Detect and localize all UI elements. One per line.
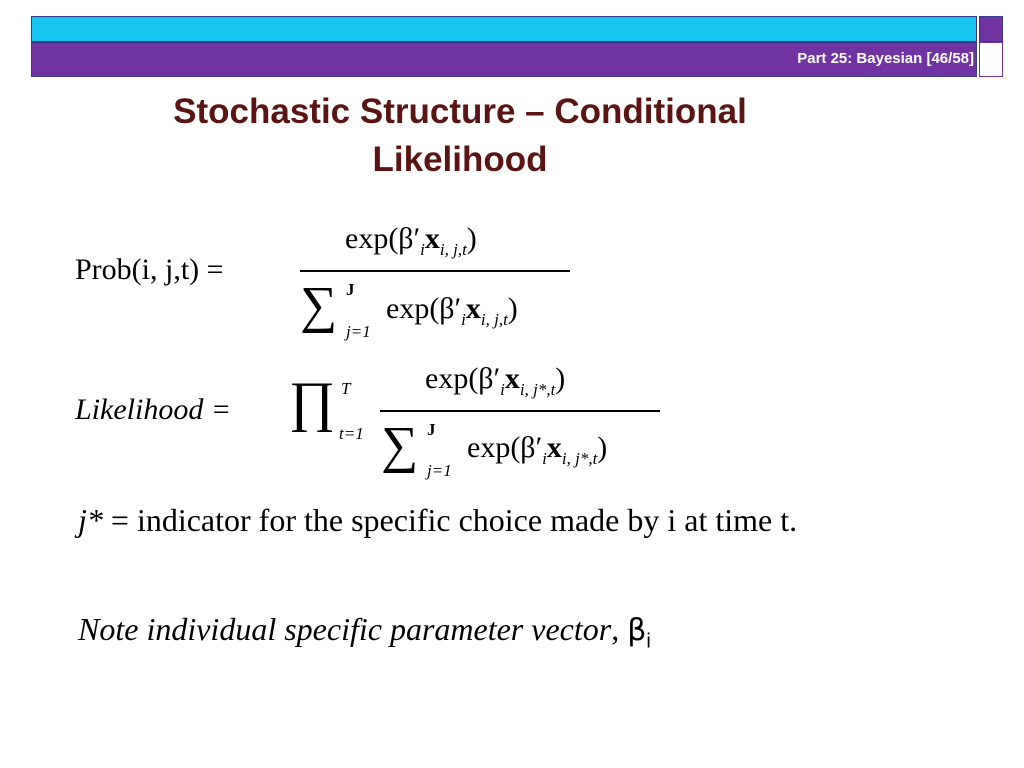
eq2-product-lower: t=1 <box>339 424 364 443</box>
slide-title <box>60 88 860 184</box>
slide-label: Part 25: Bayesian [46/58] <box>797 50 974 67</box>
title-line-2: Likelihood <box>372 140 548 179</box>
eq2-sum-lower: j=1 <box>427 461 452 480</box>
eq2-lhs: Likelihood = <box>75 393 232 426</box>
eq1-lhs: Prob(i, j,t) = <box>75 253 224 286</box>
title-line-1: Stochastic Structure – Conditional <box>173 92 747 131</box>
note-comma: , <box>611 611 620 647</box>
header-top-bar <box>31 16 977 42</box>
note-beta: β <box>627 613 647 648</box>
eq1-numerator: $\exp(\beta'_ix_{i, j,t})$ <box>345 222 477 259</box>
eq2-fraction-line <box>380 410 660 412</box>
eq2-sum-upper: J <box>427 420 436 439</box>
eq2-sum-symbol: ∑ <box>381 417 419 474</box>
note-line <box>78 611 651 653</box>
note-text: Note individual specific parameter vector <box>78 611 612 647</box>
eq1-denominator: $\exp(\beta'_ix_{i, j,t})$ <box>386 292 518 329</box>
header-corner-square-bottom <box>979 42 1003 77</box>
header-corner-square-top <box>979 16 1003 42</box>
jstar-text: indicator for the specific choice made by i at time t. <box>136 502 798 538</box>
eq1-fraction-line <box>300 270 570 272</box>
jstar-variable: j* <box>78 502 103 538</box>
eq1-sum-lower: j=1 <box>346 322 371 341</box>
eq2-denominator: $\exp(\beta'_ix_{i, j*,t})$ <box>467 431 608 468</box>
eq2-product-symbol: ∏ <box>289 371 336 433</box>
note-beta-subscript: i <box>646 630 651 653</box>
eq2-product-upper: T <box>341 379 351 398</box>
eq1-sum-symbol: ∑ <box>300 277 338 334</box>
eq1-sum-upper: J <box>346 280 355 299</box>
eq2-numerator: $\exp(\beta'_ix_{i, j*,t})$ <box>425 362 566 399</box>
jstar-equals: = <box>110 502 129 538</box>
jstar-definition <box>78 502 797 539</box>
